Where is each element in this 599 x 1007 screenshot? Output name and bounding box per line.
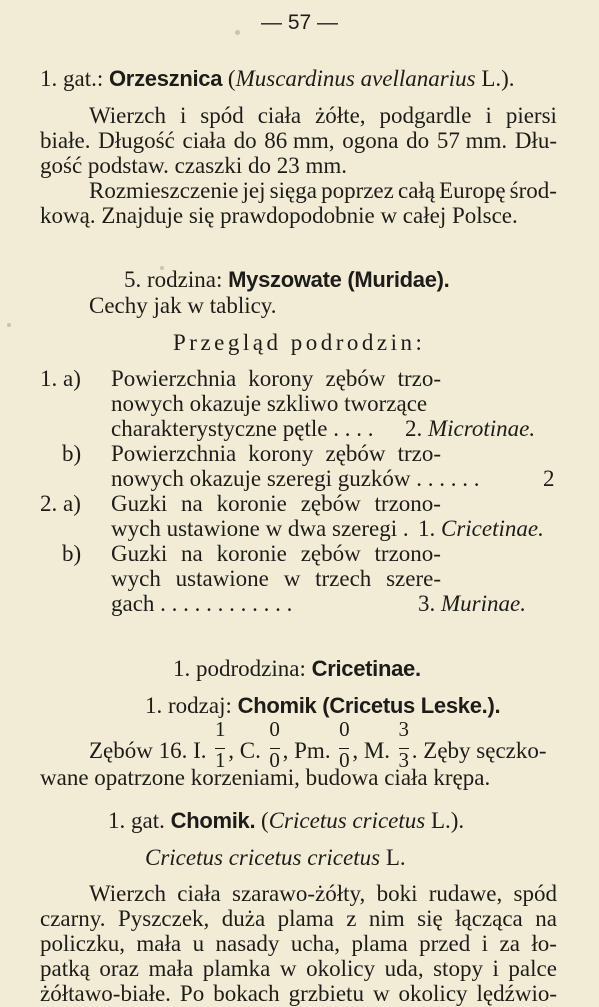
entry1-distribution-line bbox=[89, 178, 557, 204]
word: Pyszczek, bbox=[117, 906, 210, 931]
subspecies-heading bbox=[145, 845, 406, 871]
species-paren: ( bbox=[261, 808, 269, 833]
word: jej bbox=[242, 178, 266, 203]
key-line-final bbox=[111, 416, 373, 442]
subfamily-name: Cricetinae. bbox=[311, 656, 421, 681]
word: szere- bbox=[386, 566, 441, 591]
word: zębów bbox=[325, 366, 386, 391]
word: na bbox=[181, 541, 203, 566]
genus-label: 1. rodzaj: bbox=[145, 693, 232, 718]
species-latin: Cricetus cricetus bbox=[268, 808, 426, 833]
family-label: 5. rodzina: bbox=[124, 267, 223, 292]
key-line bbox=[111, 441, 441, 467]
word: żółtawo-białe. bbox=[40, 981, 171, 1006]
word: na bbox=[181, 491, 203, 516]
dental-intro: Zębów 16. bbox=[89, 738, 188, 763]
entry1-desc-line: gość podstaw. czaszki do 23 mm. bbox=[40, 153, 348, 178]
key-text: gach . . . . . . . . . . . . bbox=[111, 591, 293, 616]
word: Europę bbox=[439, 178, 506, 203]
heading-author: L.). bbox=[481, 66, 515, 91]
word: palce bbox=[508, 956, 557, 981]
genus-name: Chomik (Cricetus Leske.). bbox=[237, 693, 501, 718]
word: trzono- bbox=[374, 491, 441, 516]
word: i bbox=[485, 103, 492, 128]
word: koronie bbox=[216, 491, 287, 516]
word: duża bbox=[221, 906, 266, 931]
subspecies-latin: Cricetus cricetus cricetus bbox=[145, 845, 381, 870]
key-prefix: 2. a) bbox=[40, 491, 81, 516]
word: i bbox=[481, 931, 489, 956]
key-subfamily: Microtinae. bbox=[428, 416, 536, 441]
word: Dłu- bbox=[514, 128, 557, 153]
subfamily-label: 1. podrodzina: bbox=[173, 656, 306, 681]
word: piersi bbox=[505, 103, 557, 128]
key-result bbox=[418, 516, 544, 542]
word: podgardle bbox=[379, 103, 472, 128]
word: czarny. bbox=[40, 906, 106, 931]
word: Powierzchnia bbox=[111, 366, 237, 391]
word: ciała bbox=[177, 881, 221, 906]
species-name: Chomik. bbox=[170, 808, 256, 833]
key-prefix: b) bbox=[62, 441, 82, 466]
fraction-numerator: 0 bbox=[269, 717, 280, 741]
hamster-desc-line bbox=[40, 956, 557, 982]
word: Rozmieszczenie bbox=[89, 178, 239, 203]
key-line-final bbox=[111, 466, 480, 492]
word: 86 mm, bbox=[264, 128, 335, 153]
key-line-final bbox=[111, 591, 292, 617]
word: ucha, bbox=[290, 931, 341, 956]
word: 57 mm. bbox=[436, 128, 508, 153]
word: Guzki bbox=[111, 541, 168, 566]
word: żółte, bbox=[315, 103, 366, 128]
word: spód bbox=[513, 881, 557, 906]
canine-label: C. bbox=[239, 738, 261, 763]
word: trzo- bbox=[397, 366, 441, 391]
species-author: L.). bbox=[430, 808, 465, 833]
incisor-fraction bbox=[212, 717, 228, 772]
entry1-distribution-line: kową. Znajduje się prawdopodobnie w całej Polsce. bbox=[40, 203, 518, 228]
word: korony bbox=[248, 441, 314, 466]
word: okolicy bbox=[306, 956, 376, 981]
word: plama bbox=[351, 931, 408, 956]
fraction-numerator: 1 bbox=[215, 717, 226, 741]
key-ref: 2 bbox=[543, 466, 555, 491]
fraction-denominator: 3 bbox=[398, 748, 410, 772]
word: trzo- bbox=[397, 441, 441, 466]
word: rudawe, bbox=[428, 881, 503, 906]
fraction-numerator: 0 bbox=[339, 717, 350, 741]
word: okolicy bbox=[398, 981, 468, 1006]
page-number: — 57 — bbox=[260, 11, 339, 34]
word: białe. bbox=[40, 128, 91, 153]
word: u bbox=[192, 931, 205, 956]
key-line: nowych okazuje szkliwo tworzące bbox=[111, 391, 428, 416]
fraction-denominator: 0 bbox=[269, 748, 280, 772]
incisor-label: I. bbox=[193, 738, 207, 763]
word: plama bbox=[277, 906, 334, 931]
word: do bbox=[233, 128, 257, 153]
word: uda, bbox=[384, 956, 424, 981]
word: boki bbox=[376, 881, 418, 906]
word: zębów bbox=[300, 541, 361, 566]
key-ref: 2. bbox=[405, 416, 423, 441]
word: Długość bbox=[98, 128, 175, 153]
entry1-desc-line bbox=[40, 128, 557, 154]
word: do bbox=[406, 128, 430, 153]
word: i bbox=[179, 103, 187, 128]
word: ciała bbox=[257, 103, 302, 128]
key-result bbox=[405, 416, 535, 442]
heading-name: Orzesznica bbox=[109, 66, 223, 91]
subspecies-author: L. bbox=[385, 845, 406, 870]
word: spód bbox=[200, 103, 244, 128]
key-text: nowych okazuje szeregi guzków . . . . . . bbox=[111, 466, 480, 491]
hamster-desc-line bbox=[40, 906, 557, 932]
word: patką bbox=[40, 956, 90, 981]
dental-line-2: wane opatrzone korzeniami, budowa ciała krępa. bbox=[40, 765, 491, 790]
heading-paren: ( bbox=[227, 66, 236, 91]
fraction-denominator: 0 bbox=[339, 748, 350, 772]
key-line bbox=[111, 366, 441, 392]
family-heading bbox=[124, 267, 449, 293]
canine-fraction bbox=[267, 717, 283, 772]
premolar-label: Pm. bbox=[294, 738, 331, 763]
word: trzono- bbox=[374, 541, 441, 566]
key-subfamily: Cricetinae. bbox=[441, 516, 544, 541]
dental-formula-line: Zębów 16. I. $\frac{1}{1}$ , C. $\frac{0}{0}$ , Pm. $\frac{0}{0}$ , M. $\frac{3}{3}$ . Zęby sęczko- bbox=[89, 717, 547, 772]
hamster-desc-line bbox=[40, 981, 557, 1007]
word: mała bbox=[136, 931, 182, 956]
word: Wierzch bbox=[89, 881, 166, 906]
entry1-desc-line bbox=[89, 103, 557, 129]
word: ło- bbox=[531, 931, 557, 956]
word: łącząca bbox=[455, 906, 523, 931]
key-ref: 3. bbox=[418, 591, 436, 616]
word: na bbox=[535, 906, 557, 931]
dental-tail: Zęby sęczko- bbox=[423, 738, 547, 763]
word: trzech bbox=[315, 566, 372, 591]
species-heading-orzesznica bbox=[40, 66, 515, 92]
fraction-numerator: 3 bbox=[398, 717, 410, 741]
print-speck bbox=[7, 323, 11, 327]
key-line bbox=[111, 566, 441, 592]
hamster-desc-line bbox=[40, 931, 557, 957]
word: z bbox=[346, 906, 357, 931]
word: wych bbox=[111, 566, 161, 591]
key-line bbox=[111, 491, 441, 517]
word: w bbox=[279, 956, 297, 981]
word: policzku, bbox=[40, 931, 125, 956]
word: koronie bbox=[216, 541, 287, 566]
word: szarawo-żółty, bbox=[232, 881, 366, 906]
word: ogona bbox=[342, 128, 399, 153]
word: stopy bbox=[433, 956, 483, 981]
word: oraz bbox=[99, 956, 139, 981]
species-heading-chomik bbox=[108, 808, 464, 834]
hamster-desc-line bbox=[89, 881, 557, 907]
key-line bbox=[111, 541, 441, 567]
word: Powierzchnia bbox=[111, 441, 237, 466]
subfamily-heading bbox=[173, 656, 421, 682]
genus-heading bbox=[145, 693, 500, 719]
word: w bbox=[372, 981, 390, 1006]
word: ciała bbox=[182, 128, 226, 153]
key-line-final bbox=[111, 516, 409, 542]
key-prefix: 1. a) bbox=[40, 366, 81, 391]
key-subfamily: Murinae. bbox=[441, 591, 526, 616]
key-result bbox=[418, 591, 526, 617]
word: plamka bbox=[202, 956, 271, 981]
word: grzbietu bbox=[288, 981, 364, 1006]
key-result bbox=[543, 466, 555, 492]
word: za bbox=[499, 931, 520, 956]
word: się bbox=[417, 906, 443, 931]
heading-latin: Muscardinus avellanarius bbox=[235, 66, 476, 91]
word: zębów bbox=[300, 491, 361, 516]
word: bokach bbox=[213, 981, 280, 1006]
premolar-fraction bbox=[336, 717, 352, 772]
word: lędźwio- bbox=[476, 981, 557, 1006]
family-name: Myszowate (Muridae). bbox=[228, 267, 450, 292]
word: i bbox=[492, 956, 499, 981]
word: ustawione bbox=[175, 566, 269, 591]
word: nim bbox=[368, 906, 405, 931]
word: korony bbox=[248, 366, 314, 391]
key-ref: 1. bbox=[418, 516, 436, 541]
word: mała bbox=[148, 956, 194, 981]
heading-number: 1. gat.: bbox=[40, 66, 104, 91]
word: całą bbox=[397, 178, 435, 203]
key-text: wych ustawione w dwa szeregi . bbox=[111, 516, 409, 541]
word: sięga bbox=[269, 178, 317, 203]
key-prefix: b) bbox=[62, 541, 82, 566]
fraction-denominator: 1 bbox=[215, 748, 226, 772]
molar-label: M. bbox=[363, 738, 391, 763]
family-features: Cechy jak w tablicy. bbox=[89, 293, 277, 318]
word: w bbox=[283, 566, 301, 591]
overview-title: Przegląd podrodzin: bbox=[173, 330, 426, 355]
word: nasady bbox=[215, 931, 280, 956]
species-label: 1. gat. bbox=[108, 808, 165, 833]
word: poprzez bbox=[321, 178, 394, 203]
word: przed bbox=[419, 931, 471, 956]
word: zębów bbox=[325, 441, 386, 466]
key-text: charakterystyczne pętle . . . . bbox=[111, 416, 374, 441]
word: Wierzch bbox=[89, 103, 166, 128]
word: Guzki bbox=[111, 491, 168, 516]
word: środ- bbox=[509, 178, 557, 203]
molar-fraction bbox=[396, 717, 412, 772]
word: Po bbox=[179, 981, 205, 1006]
